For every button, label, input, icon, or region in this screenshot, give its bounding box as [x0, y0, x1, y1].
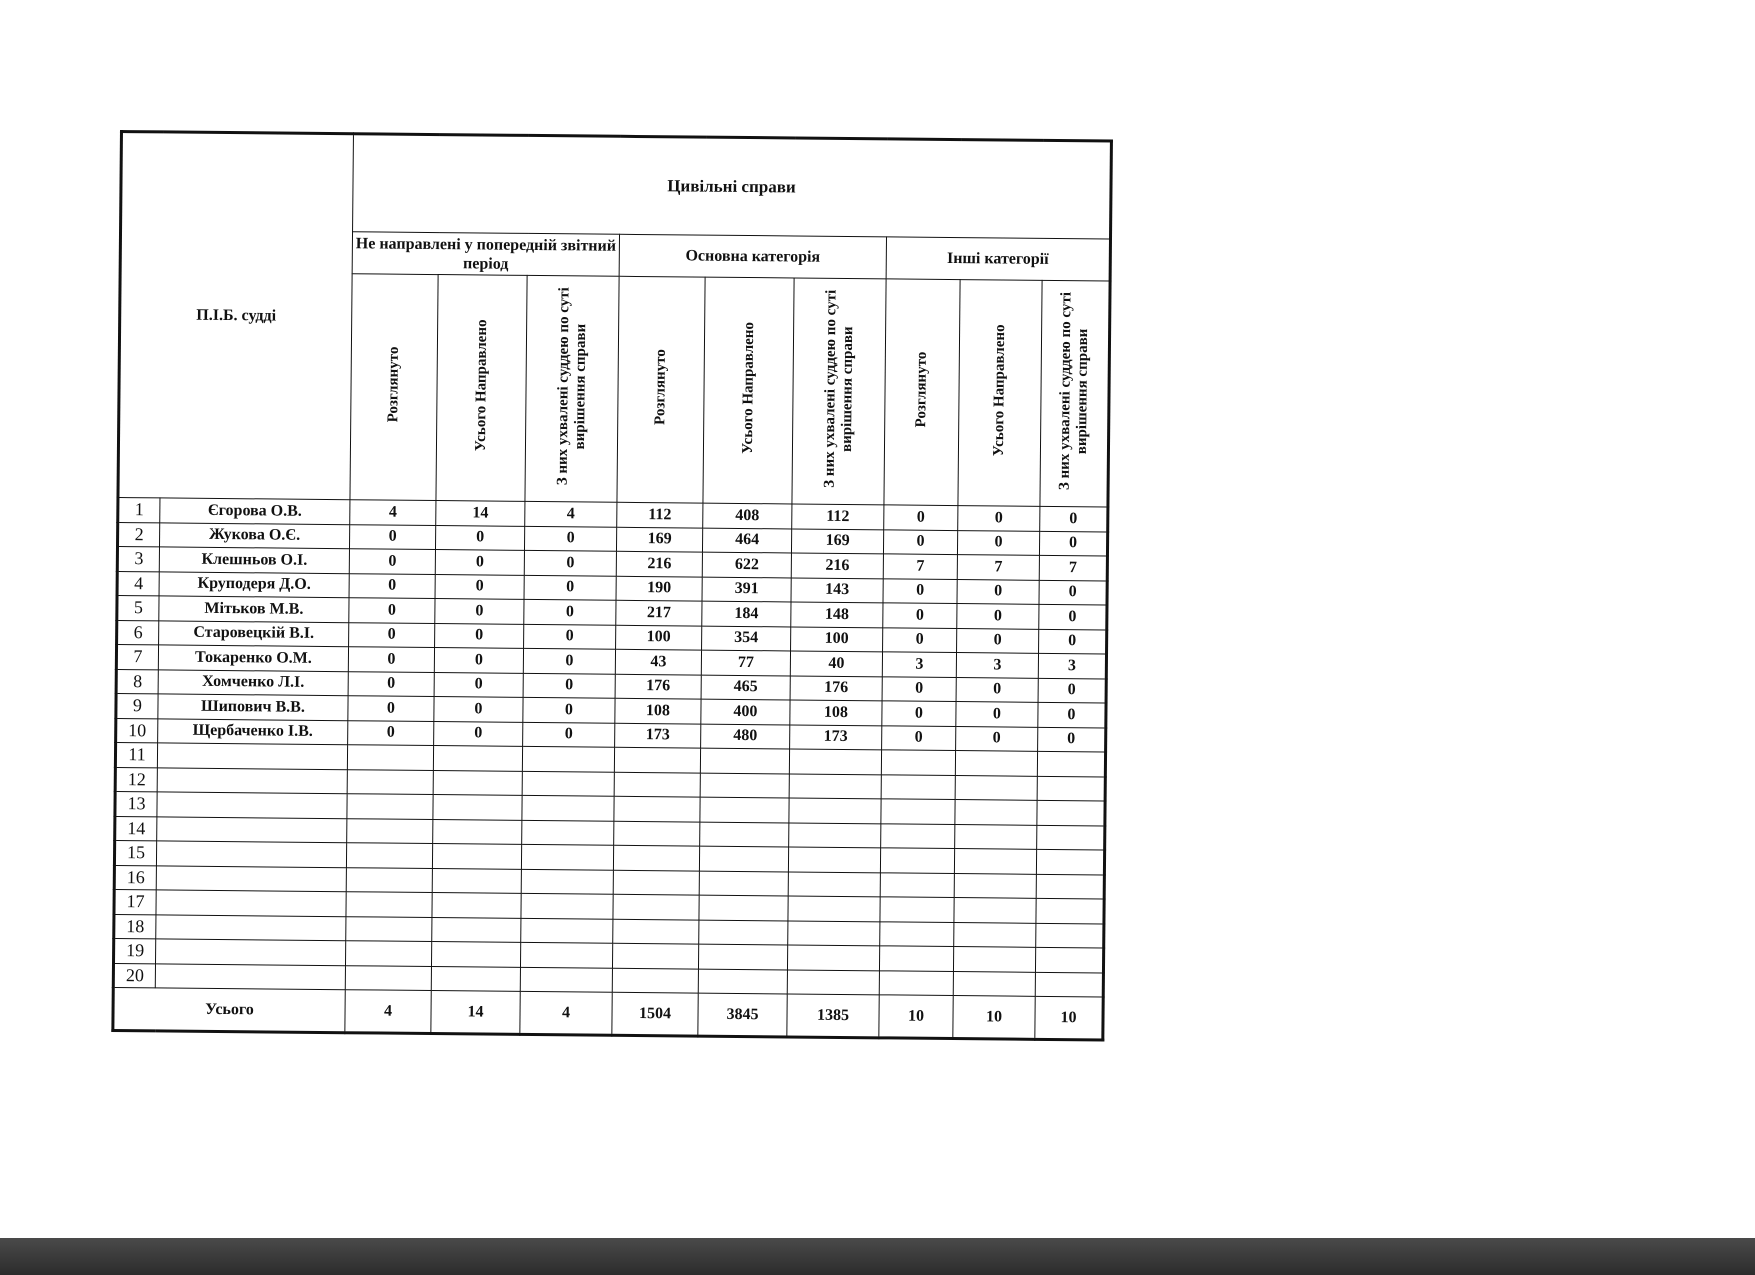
value-cell: [346, 916, 432, 941]
row-number: 20: [113, 963, 155, 988]
value-cell: [347, 745, 433, 770]
value-cell: 0: [523, 722, 615, 747]
value-cell: 0: [882, 701, 956, 726]
row-number: 9: [116, 693, 158, 718]
column-header: [350, 274, 438, 501]
value-cell: 0: [435, 623, 524, 648]
value-cell: 0: [436, 525, 525, 550]
value-cell: [433, 746, 522, 771]
value-cell: [700, 822, 789, 847]
value-cell: [347, 818, 433, 843]
value-cell: 0: [524, 624, 616, 649]
value-cell: [521, 844, 613, 869]
row-number: 16: [114, 865, 156, 890]
judge-name: Хомченко Л.І.: [158, 669, 348, 695]
value-cell: [522, 795, 614, 820]
value-cell: [432, 844, 521, 869]
group-header-main-category: Основна категорія: [619, 234, 886, 279]
judge-name: Жукова О.Є.: [159, 522, 349, 548]
judge-name: [156, 939, 346, 965]
value-cell: 0: [524, 599, 616, 624]
value-cell: 176: [790, 675, 882, 700]
value-cell: 0: [434, 648, 523, 673]
value-cell: 0: [882, 676, 956, 701]
value-cell: [788, 920, 880, 945]
value-cell: 100: [616, 625, 702, 650]
value-cell: 400: [701, 699, 790, 724]
row-number: 7: [116, 644, 158, 669]
value-cell: [954, 849, 1036, 874]
value-cell: [787, 945, 879, 970]
judge-name: [157, 792, 347, 818]
row-number: 19: [114, 938, 156, 963]
value-cell: 0: [524, 575, 616, 600]
column-header: [703, 277, 794, 504]
value-cell: [955, 800, 1037, 825]
judge-name: Токаренко О.М.: [158, 645, 348, 671]
value-cell: [880, 921, 954, 946]
value-cell: [612, 968, 698, 993]
value-cell: [954, 873, 1036, 898]
value-cell: 14: [436, 501, 525, 526]
value-cell: 169: [616, 527, 702, 552]
value-cell: [700, 748, 789, 773]
value-cell: 391: [702, 577, 791, 602]
statistics-sheet: [111, 130, 1110, 1041]
value-cell: [613, 870, 699, 895]
value-cell: 0: [349, 549, 435, 574]
total-value: 1504: [612, 992, 698, 1036]
column-header-label: З них ухвалені суддею по суті вирішення справи: [1056, 292, 1092, 491]
total-value: 14: [431, 991, 520, 1035]
value-cell: 0: [956, 726, 1038, 751]
column-header-label: З них ухвалені суддею по суті вирішення справи: [554, 287, 589, 486]
value-cell: [347, 794, 433, 819]
row-number: 8: [116, 669, 158, 694]
value-cell: 480: [701, 724, 790, 749]
judge-name: [157, 816, 347, 842]
value-cell: 108: [615, 698, 701, 723]
value-cell: 0: [434, 672, 523, 697]
column-header-label: Усього Направлено: [990, 324, 1009, 457]
value-cell: [1035, 947, 1103, 972]
value-cell: [613, 845, 699, 870]
value-cell: 0: [956, 677, 1038, 702]
value-cell: [879, 970, 953, 995]
value-cell: [789, 773, 881, 798]
value-cell: 3: [882, 652, 956, 677]
value-cell: 0: [349, 622, 435, 647]
judge-name: [155, 963, 345, 989]
value-cell: 0: [957, 530, 1039, 555]
value-cell: 4: [525, 501, 617, 526]
value-cell: [521, 918, 613, 943]
group-header-other-categories: Інші категорії: [886, 237, 1110, 281]
value-cell: 148: [791, 602, 883, 627]
total-value: 4: [520, 991, 612, 1035]
value-cell: 0: [523, 673, 615, 698]
value-cell: 190: [616, 576, 702, 601]
value-cell: 184: [702, 601, 791, 626]
value-cell: 40: [790, 651, 882, 676]
value-cell: 0: [349, 573, 435, 598]
value-cell: [880, 872, 954, 897]
value-cell: [1037, 751, 1105, 776]
value-cell: [614, 747, 700, 772]
value-cell: 0: [348, 671, 434, 696]
total-value: 1385: [787, 994, 879, 1038]
value-cell: 0: [350, 524, 436, 549]
value-cell: [521, 869, 613, 894]
value-cell: [880, 848, 954, 873]
value-cell: 0: [883, 627, 957, 652]
value-cell: 0: [1038, 678, 1106, 703]
total-value: 4: [345, 990, 431, 1034]
value-cell: [347, 769, 433, 794]
value-cell: 0: [524, 526, 616, 551]
value-cell: [432, 868, 521, 893]
value-cell: 0: [957, 628, 1039, 653]
value-cell: [346, 941, 432, 966]
value-cell: [789, 749, 881, 774]
value-cell: [954, 898, 1036, 923]
value-cell: 112: [792, 504, 884, 529]
value-cell: 0: [435, 574, 524, 599]
value-cell: [880, 897, 954, 922]
table-title: Цивільні справи: [353, 134, 1112, 239]
value-cell: [953, 947, 1035, 972]
value-cell: [789, 798, 881, 823]
value-cell: 7: [883, 554, 957, 579]
value-cell: [955, 775, 1037, 800]
row-number: 17: [114, 889, 156, 914]
judge-name: [157, 743, 347, 769]
value-cell: 0: [348, 647, 434, 672]
value-cell: 0: [883, 578, 957, 603]
value-cell: 112: [617, 502, 703, 527]
value-cell: 143: [791, 577, 883, 602]
value-cell: 0: [1038, 702, 1106, 727]
value-cell: [1036, 874, 1104, 899]
row-number: 15: [114, 840, 156, 865]
value-cell: [699, 895, 788, 920]
value-cell: [699, 871, 788, 896]
value-cell: 465: [701, 675, 790, 700]
value-cell: [881, 750, 955, 775]
scanner-edge: [0, 1238, 1755, 1275]
value-cell: [432, 893, 521, 918]
judge-name: Шипович В.В.: [158, 694, 348, 720]
value-cell: 0: [958, 506, 1040, 531]
value-cell: [521, 942, 613, 967]
value-cell: 0: [1040, 506, 1108, 531]
row-number: 1: [118, 497, 160, 522]
value-cell: [614, 821, 700, 846]
total-value: 10: [953, 996, 1035, 1040]
value-cell: 77: [701, 650, 790, 675]
row-number: 13: [115, 791, 157, 816]
row-number: 18: [114, 914, 156, 939]
value-cell: [699, 846, 788, 871]
row-number: 11: [115, 742, 157, 767]
column-header: [1040, 280, 1110, 507]
value-cell: [432, 942, 521, 967]
row-number: 14: [115, 816, 157, 841]
judge-name: Єгорова О.В.: [160, 498, 350, 524]
value-cell: [699, 920, 788, 945]
value-cell: 7: [1039, 555, 1107, 580]
value-cell: [1037, 776, 1105, 801]
value-cell: 0: [348, 696, 434, 721]
value-cell: [520, 967, 612, 992]
value-cell: 0: [523, 697, 615, 722]
value-cell: [700, 773, 789, 798]
column-header-label: З них ухвалені суддею по суті вирішення справи: [821, 289, 856, 488]
value-cell: [955, 751, 1037, 776]
value-cell: 622: [702, 552, 791, 577]
value-cell: [521, 893, 613, 918]
column-header-label: Усього Направлено: [739, 322, 757, 454]
value-cell: [700, 797, 789, 822]
value-cell: [432, 917, 521, 942]
value-cell: [522, 820, 614, 845]
value-cell: 100: [791, 626, 883, 651]
value-cell: 43: [615, 649, 701, 674]
value-cell: 176: [615, 674, 701, 699]
value-cell: [698, 969, 787, 994]
column-header-label: Розглянуто: [652, 349, 669, 426]
value-cell: [1036, 849, 1104, 874]
judge-name: [157, 767, 347, 793]
value-cell: 0: [523, 648, 615, 673]
value-cell: 0: [884, 505, 958, 530]
value-cell: 173: [615, 723, 701, 748]
value-cell: 4: [350, 500, 436, 525]
value-cell: [613, 919, 699, 944]
value-cell: 216: [791, 553, 883, 578]
value-cell: 0: [1039, 629, 1107, 654]
judge-name: [156, 841, 346, 867]
value-cell: 0: [957, 604, 1039, 629]
value-cell: [881, 799, 955, 824]
value-cell: 108: [790, 700, 882, 725]
value-cell: [345, 965, 431, 990]
judge-name: Круподеря Д.О.: [159, 571, 349, 597]
value-cell: [698, 944, 787, 969]
column-header-label: Розглянуто: [385, 346, 402, 423]
value-cell: 0: [1038, 727, 1106, 752]
value-cell: [346, 892, 432, 917]
total-row: [113, 987, 1103, 1040]
value-cell: 354: [702, 626, 791, 651]
value-cell: 0: [524, 550, 616, 575]
value-cell: 0: [434, 721, 523, 746]
value-cell: [613, 894, 699, 919]
row-number: 2: [118, 522, 160, 547]
row-number: 3: [117, 546, 159, 571]
value-cell: 169: [791, 528, 883, 553]
value-cell: 7: [957, 555, 1039, 580]
value-cell: [433, 770, 522, 795]
value-cell: 0: [1039, 604, 1107, 629]
value-cell: 0: [435, 599, 524, 624]
value-cell: [789, 822, 881, 847]
value-cell: 0: [882, 725, 956, 750]
group-header-not-sent: Не направлені у попередній звітний період: [352, 232, 619, 277]
value-cell: 464: [702, 528, 791, 553]
value-cell: 3: [956, 653, 1038, 678]
value-cell: 217: [616, 600, 702, 625]
value-cell: [1036, 898, 1104, 923]
value-cell: [433, 819, 522, 844]
row-number: 10: [116, 718, 158, 743]
value-cell: [879, 946, 953, 971]
column-header: [436, 275, 527, 502]
value-cell: 0: [1039, 531, 1107, 556]
value-cell: 0: [956, 702, 1038, 727]
column-header: [958, 280, 1042, 507]
column-header: [792, 278, 886, 505]
column-header: [617, 276, 705, 503]
judge-name: [156, 890, 346, 916]
value-cell: 0: [1039, 580, 1107, 605]
total-value: 10: [1035, 996, 1103, 1040]
value-cell: 0: [434, 697, 523, 722]
value-cell: 0: [957, 579, 1039, 604]
value-cell: [346, 867, 432, 892]
value-cell: [431, 966, 520, 991]
row-number: 5: [117, 595, 159, 620]
value-cell: [346, 843, 432, 868]
judge-name-header: П.І.Б. судді: [118, 132, 354, 500]
value-cell: [614, 772, 700, 797]
civil-cases-table: [111, 130, 1113, 1041]
judge-name: [156, 865, 346, 891]
value-cell: [881, 774, 955, 799]
value-cell: [1036, 923, 1104, 948]
column-header: [884, 279, 960, 506]
value-cell: [788, 847, 880, 872]
value-cell: 0: [435, 550, 524, 575]
value-cell: [955, 824, 1037, 849]
value-cell: [788, 871, 880, 896]
row-number: 6: [117, 620, 159, 645]
value-cell: [1035, 972, 1103, 997]
total-value: 3845: [698, 993, 787, 1037]
value-cell: 216: [616, 551, 702, 576]
value-cell: [787, 969, 879, 994]
value-cell: [881, 823, 955, 848]
judge-name: Щербаченко І.В.: [158, 718, 348, 744]
judge-name: Клешньов О.І.: [159, 547, 349, 573]
judge-name: [156, 914, 346, 940]
value-cell: 0: [349, 598, 435, 623]
value-cell: [788, 896, 880, 921]
total-label: Усього: [113, 987, 345, 1032]
value-cell: [1037, 800, 1105, 825]
value-cell: 173: [790, 724, 882, 749]
value-cell: 0: [348, 720, 434, 745]
row-number: 4: [117, 571, 159, 596]
value-cell: [522, 746, 614, 771]
value-cell: [953, 971, 1035, 996]
value-cell: 3: [1038, 653, 1106, 678]
value-cell: [433, 795, 522, 820]
value-cell: 0: [883, 603, 957, 628]
judge-name: Старовецкій В.І.: [159, 620, 349, 646]
row-number: 12: [115, 767, 157, 792]
column-header-label: Усього Направлено: [472, 319, 490, 452]
value-cell: 408: [703, 503, 792, 528]
judge-name: Мітьков М.В.: [159, 596, 349, 622]
column-header-label: Розглянуто: [913, 351, 930, 428]
value-cell: [614, 796, 700, 821]
value-cell: [1037, 825, 1105, 850]
value-cell: [522, 771, 614, 796]
column-header: [525, 275, 619, 502]
value-cell: 0: [883, 529, 957, 554]
total-value: 10: [879, 995, 953, 1039]
value-cell: [954, 922, 1036, 947]
value-cell: [612, 943, 698, 968]
